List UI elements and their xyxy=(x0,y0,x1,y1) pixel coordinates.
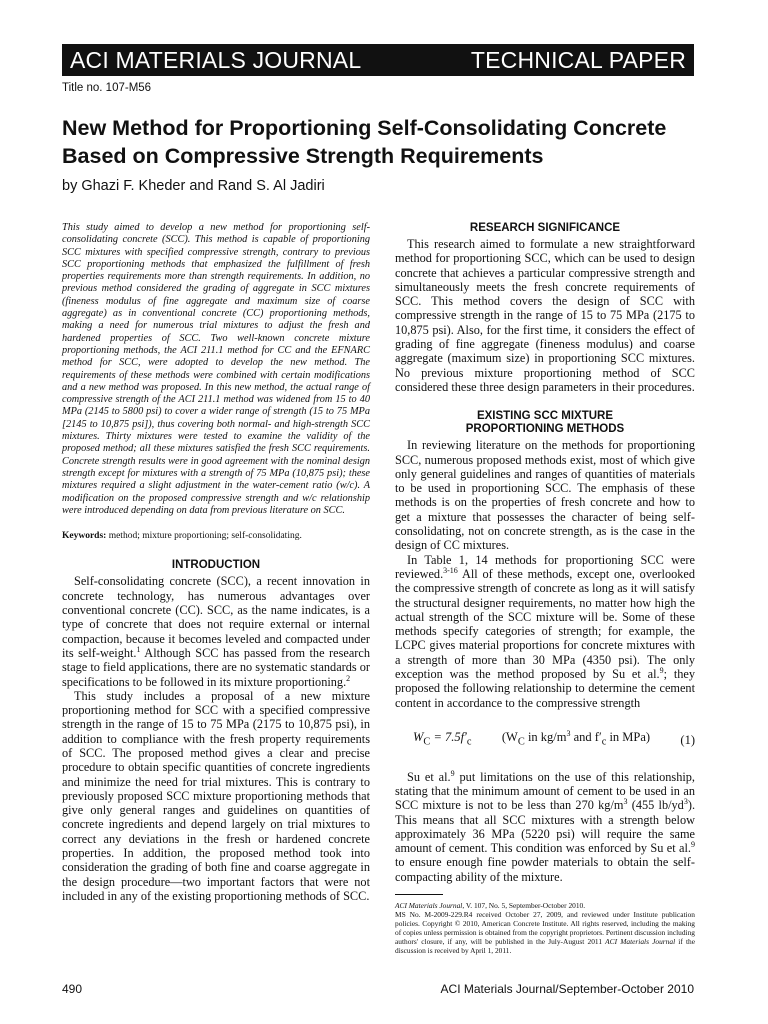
introduction-paragraph-2: This study includes a proposal of a new mixture proportioning method for SCC with a specified compressive strength in the range of 15 to 75 MPa (2175 to 10,875 psi), in addition to compliance with the fresh property requirements of SCC. The proposed method gives a clear and precise procedure to obtain specific quantities of concrete ingredients and minimize the need for trial mixtures. This is contrary to previously proposed SCC mixture proportioning methods that give only general ranges and guidelines on quantities of concrete ingredients and depend largely on trial mixtures to correct any deviations in the fresh or hardened concrete properties. In addition, the proposed method took into consideration the grading of both fine and coarse aggregate in the design procedure—two important factors that were not included in any of the existing proportioning methods of SCC. xyxy=(62,688,370,903)
abstract: This study aimed to develop a new method for proportioning self-consolidating concrete (SCC). This method is capable of proportioning SCC mixtures with specified compressive strength, contrary to previous SCC proportioning methods that emphasized the fulfillment of fresh properties requirements more than strength requirements. In addition, no previous method considered the grading of aggregate in SCC mixtures (fineness modulus of fine aggregate and maximum size of coarse aggregate) as in conventional concrete (CC) proportioning methods, making a need for numerous trial mixtures to adjust the fresh and hardened properties of SCC. Two well-known concrete mixture proportioning methods, the ACI 211.1 method for CC and the EFNARC method for SCC, were adopted to develop the new method. The requirements of these methods were combined with certain modifications and a new method was proposed. In this new method, the actual range of compressive strength of the ACI 211.1 method was widened from 15 to 40 MPa (2145 to 5800 psi) to cover a wider range of strength (15 to 75 MPa [2145 to 10,875 psi]), thus covering both normal- and high-strength SCC mixtures. Thirty mixtures were tested to examine the validity of the proposed method; all these mixtures satisfied the fresh SCC requirements. Concrete strength results were in good agreement with the nominal design strength except for mixtures with a strength of 75 MPa (10,875 psi); these mixtures required a slight adjustment in the water-cement ratio (w/c). A modification on the proposed compressive strength and w/c relationship were introduced depending on data from previous literature on SCC. xyxy=(62,222,370,516)
footnote: ACI Materials Journal, V. 107, No. 5, September-October 2010. MS No. M-2009-229.R4 received October 27, 2009, and reviewed under Institute publication policies. Copyright © 2010, American Concrete Institute. All rights reserved, including the making of copies unless permission is obtained from the copyright proprietors. Pertinent discussion including authors' closure, if any, will be published in the July-August 2011 ACI Materials Journal if the discussion is received by April 1, 2011. xyxy=(395,901,695,956)
paper-title: New Method for Proportioning Self-Consolidating Concrete Based on Compressive Strength Requirements xyxy=(62,116,667,168)
keywords-label: Keywords: xyxy=(62,531,107,542)
equation-units: ($W_C$ in $kg/m^3$ and $f'_c$ in MPa) xyxy=(501,728,651,748)
left-column xyxy=(62,222,370,903)
introduction-paragraph-1: Self-consolidating concrete (SCC), a recent innovation in concrete technology, has numerous advantages over conventional concrete (CC). SCC, as the name indicates, is a type of concrete that does not require external or internal compaction, because it becomes leveled and compacted under its self-weight.$^1$ Although SCC has passed from the research stage to field applications, there are no systematic standards or specifications to be followed in its mixture proportioning.$^2$ xyxy=(62,574,371,689)
paper-type: TECHNICAL PAPER xyxy=(470,46,686,73)
journal-name: ACI MATERIALS JOURNAL xyxy=(70,46,362,73)
existing-methods-heading: EXISTING SCC MIXTURE PROPORTIONING METHODS xyxy=(465,410,625,436)
keywords-text: method; mixture proportioning; self-consolidating. xyxy=(108,531,302,542)
footer-journal-issue: ACI Materials Journal/September-October 2010 xyxy=(440,982,694,996)
page-footer xyxy=(62,982,694,996)
su-paragraph: Su et al.$^9$ put limitations on the use of this relationship, stating that the minimum amount of cement to be used in an SCC mixture is not to be less than 270 $kg/m^3$ (455 $lb/yd^3$). This means that all SCC mixtures with a strength below approximately 36 MPa (5220 psi) will require the same amount of cement. This condition was enforced by Su et al.$^9$ to ensure enough fine powder materials to obtain the self-compacting ability of the mixture. xyxy=(395,768,696,884)
equation-number: (1) xyxy=(680,732,695,747)
title-number: Title no. 107-M56 xyxy=(62,82,152,94)
equation-1 xyxy=(395,730,695,750)
introduction-heading: INTRODUCTION xyxy=(171,559,261,572)
research-significance-paragraph: This research aimed to formulate a new straightforward method for proportioning SCC, which can be used to design concrete that achieves a particular compressive strength and simultaneously meets the fresh concrete requirements of SCC. This method covers the design of SCC with compressive strength in the range of 15 to 75 MPa (2175 to 10,875 psi). Also, for the first time, it considers the effect of grading of fine aggregate (fineness modulus) and coarse aggregate (maximum size) in proportioning SCC mixtures. No previous mixture proportioning method of SCC considered these three design parameters in their procedures. xyxy=(395,237,695,394)
research-significance-heading: RESEARCH SIGNIFICANCE xyxy=(469,222,621,234)
existing-methods-paragraph-1: In reviewing literature on the methods for proportioning SCC, numerous proposed methods exist, most of which give only general guidelines and ranges of quantities of materials to be used in proportioning SCC. The emphasis of these methods is on the properties of fresh concrete and how to get a mixture that possesses the character of being self-consolidating, not on concrete strength, as is the case in the design of CC mixtures. xyxy=(395,438,695,553)
keywords xyxy=(62,529,370,543)
equation-expression: $W_C = 7.5f'_c$ xyxy=(413,729,472,748)
right-column xyxy=(395,222,695,955)
existing-methods-paragraph-2: In Table 1, 14 methods for proportioning SCC were reviewed.$^{3-16}$ All of these methods, except one, overlooked the compressive strength of concrete as long as it will satisfy the structural designer requirements, no matter how high the actual strength of the SCC mixture will be. Some of these methods specify categories of strength; for example, the LCPC gives material proportions for concrete mixtures with a strength of more than 30 MPa (4350 psi). The only exception was the method proposed by Su et al.$^9$; they proposed the following relationship to determine the cement content in accordance to the compressive strength xyxy=(395,552,695,710)
authors: by Ghazi F. Kheder and Rand S. Al Jadiri xyxy=(62,178,325,194)
page-number: 490 xyxy=(62,982,83,996)
footnote-divider xyxy=(395,894,443,895)
journal-banner xyxy=(62,44,694,76)
